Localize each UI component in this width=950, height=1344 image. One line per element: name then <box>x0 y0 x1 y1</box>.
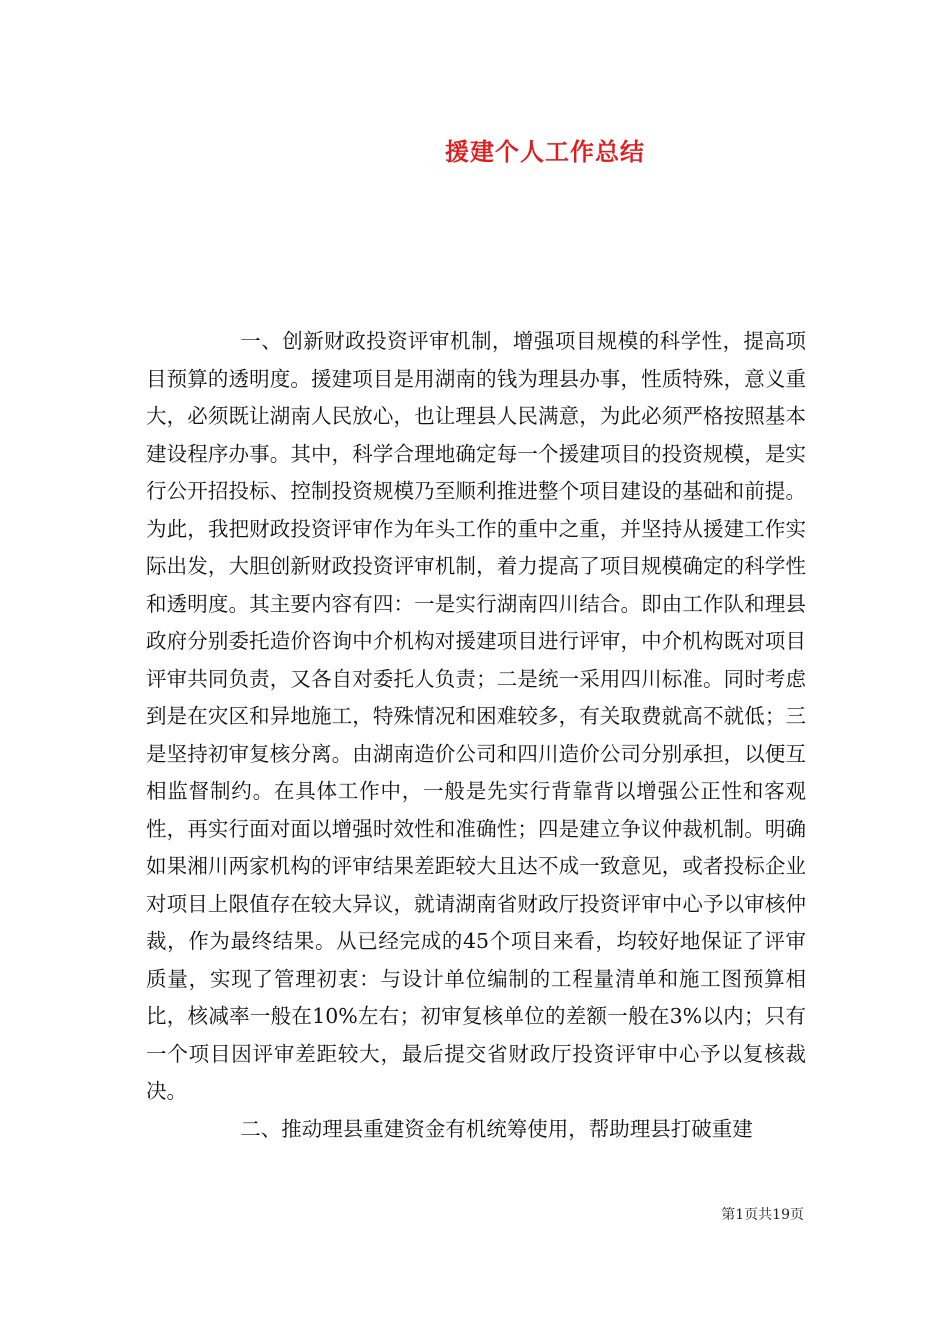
paragraph-2: 二、推动理县重建资金有机统筹使用，帮助理县打破重建 <box>240 1116 753 1141</box>
page-number: 第1页共19页 <box>721 1207 804 1223</box>
paragraph-1: 一、创新财政投资评审机制，增强项目规模的科学性，提高项目预算的透明度。援建项目是用湖南的钱为理县办事，性质特殊，意义重大，必须既让湖南人民放心，也让理县人民满意，为此必须严格按照基本建设程序办事。其中，科学合理地确定每一个援建项目的投资规模，是实行公开招投标、控制投资规模乃至顺利推进整个项目建设的基础和前提。为此，我把财政投资评审作为年头工作的重中之重，并坚持从援建工作实际出发，大胆创新财政投资评审机制，着力提高了项目规模确定的科学性和透明度。其主要内容有四：一是实行湖南四川结合。即由工作队和理县政府分别委托造价咨询中介机构对援建项目进行评审，中介机构既对项目评审共同负责，又各自对委托人负责；二是统一采用四川标准。同时考虑到是在灾区和异地施工，特殊情况和困难较多，有关取费就高不就低；三是坚持初审复核分离。由湖南造价公司和四川造价公司分别承担，以便互相监督制约。在具体工作中，一般是先实行背靠背以增强公正性和客观性，再实行面对面以增强时效性和准确性；四是建立争议仲裁机制。明确如果湘川两家机构的评审结果差距较大且达不成一致意见，或者投标企业对项目上限值存在较大异议，就请湖南省财政厅投资评审中心予以审核仲裁，作为最终结果。从已经完成的45个项目来看，均较好地保证了评审质量，实现了管理初衷：与设计单位编制的工程量清单和施工图预算相比，核减率一般在10%左右；初审复核单位的差额一般在3%以内；只有一个项目因评审差距较大，最后提交省财政厅投资评审中心予以复核裁决。 <box>146 329 806 1103</box>
document-body <box>146 323 806 1148</box>
document-title: 援建个人工作总结 <box>445 137 645 166</box>
